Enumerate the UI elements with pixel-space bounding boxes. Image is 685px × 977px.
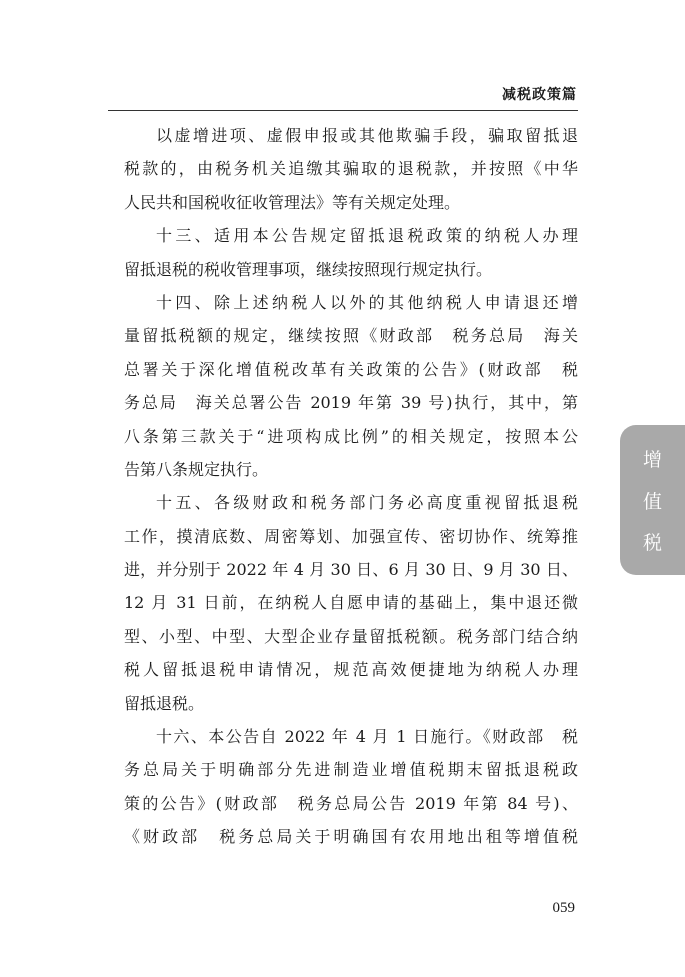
side-tab-char: 增 <box>642 449 662 472</box>
text-line: 《财政部 税务总局关于明确国有农用地出租等增值税 <box>124 827 578 847</box>
text-line: 八条第三款关于“进项构成比例”的相关规定，按照本公 <box>124 426 578 446</box>
text-line: 以虚增进项、虚假申报或其他欺骗手段，骗取留抵退 <box>156 126 578 145</box>
body-text <box>124 119 578 854</box>
page-number: 059 <box>552 900 575 916</box>
text-line: 十四、除上述纳税人以外的其他纳税人申请退还增 <box>156 292 578 312</box>
running-header-title: 减税政策篇 <box>502 87 577 103</box>
text-line: 量留抵税额的规定，继续按照《财政部 税务总局 海关 <box>124 326 578 346</box>
text-line: 十五、各级财政和税务部门务必高度重视留抵退税 <box>156 493 578 513</box>
text-line: 型、小型、中型、大型企业存量留抵税额。税务部门结合纳 <box>124 626 578 646</box>
text-line: 12 月 31 日前，在纳税人自愿申请的基础上，集中退还微 <box>124 593 578 613</box>
side-tab-char: 税 <box>642 531 662 554</box>
text-line: 税人留抵退税申请情况，规范高效便捷地为纳税人办理 <box>124 660 578 680</box>
text-line: 十六、本公告自 2022 年 4 月 1 日施行。《财政部 税 <box>156 727 578 747</box>
text-line: 人民共和国税收征收管理法》等有关规定处理。 <box>124 192 461 212</box>
text-line: 务总局 海关总署公告 2019 年第 39 号)执行，其中，第 <box>124 393 578 413</box>
chapter-side-tab <box>620 425 685 575</box>
text-line: 税款的，由税务机关追缴其骗取的退税款，并按照《中华 <box>124 159 578 179</box>
text-line: 工作，摸清底数、周密筹划、加强宣传、密切协作、统筹推 <box>124 526 578 546</box>
side-tab-char: 值 <box>642 490 662 513</box>
text-line: 务总局关于明确部分先进制造业增值税期末留抵退税政 <box>124 760 578 780</box>
text-line: 留抵退税的税收管理事项，继续按照现行规定执行。 <box>124 259 493 279</box>
text-line: 十三、适用本公告规定留抵退税政策的纳税人办理 <box>156 226 578 246</box>
text-line: 策的公告》(财政部 税务总局公告 2019 年第 84 号)、 <box>124 793 578 813</box>
text-line: 告第八条规定执行。 <box>124 459 269 479</box>
text-line: 总署关于深化增值税改革有关政策的公告》(财政部 税 <box>124 359 578 379</box>
text-line: 进，并分别于 2022 年 4 月 30 日、6 月 30 日、9 月 30 日、 <box>124 560 578 580</box>
header-rule <box>108 110 578 111</box>
text-line: 留抵退税。 <box>124 693 205 713</box>
